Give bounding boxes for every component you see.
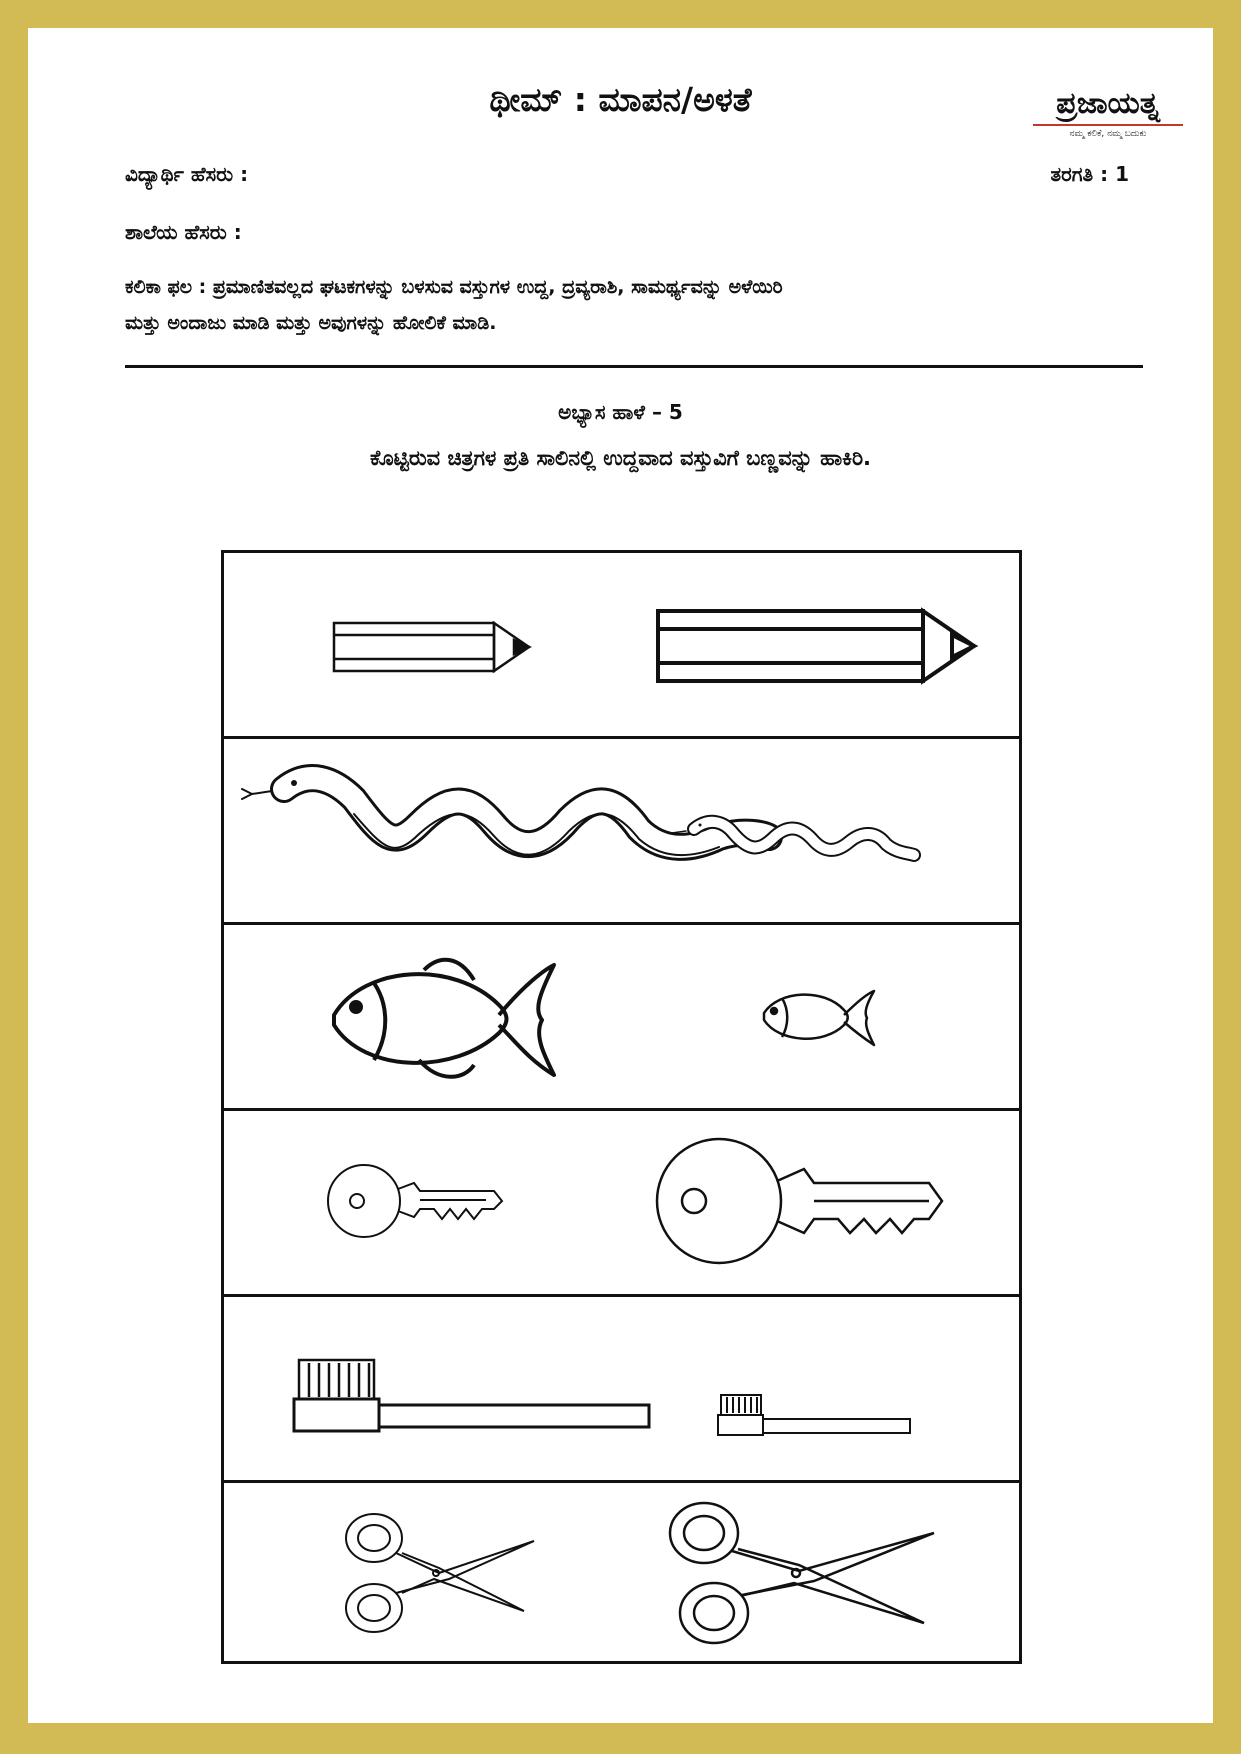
long-snake[interactable] [242, 778, 769, 855]
short-key[interactable] [328, 1165, 502, 1237]
learning-outcome-line-2: ಮತ್ತು ಅಂದಾಜು ಮಾಡಿ ಮತ್ತು ಅವುಗಳನ್ನು ಹೋಲಿಕೆ ಮಾಡಿ. [125, 312, 497, 334]
short-toothbrush[interactable] [718, 1395, 910, 1435]
logo [1033, 86, 1183, 139]
toothbrush-pair [224, 1297, 1019, 1483]
logo-underline [1033, 124, 1183, 126]
divider [125, 365, 1143, 368]
row-scissors [224, 1483, 1019, 1669]
logo-tagline: ನಮ್ಮ ಕಲಿಕೆ, ನಮ್ಮ ಬದುಕು [1069, 129, 1147, 139]
short-pencil[interactable] [334, 623, 529, 671]
class-label: ತರಗತಿ : 1 [1050, 162, 1129, 186]
long-fish[interactable] [334, 960, 554, 1077]
row-pencils [224, 553, 1019, 739]
comparison-grid [221, 550, 1022, 1664]
logo-text: ಪ್ರಜಾಯತ್ನ [1056, 86, 1160, 121]
short-fish[interactable] [764, 991, 874, 1045]
key-pair [224, 1111, 1019, 1297]
worksheet-page [28, 28, 1213, 1723]
learning-outcome-line-1: ಕಲಿಕಾ ಫಲ : ಪ್ರಮಾಣಿತವಲ್ಲದ ಘಟಕಗಳನ್ನು ಬಳಸುವ ವಸ್ತುಗಳ ಉದ್ದ, ದ್ರವ್ಯರಾಶಿ, ಸಾಮರ್ಥ್ಯವನ್ನು ಅಳೆಯಿರಿ [125, 276, 783, 298]
student-name-label: ವಿದ್ಯಾರ್ಥಿ ಹೆಸರು : [125, 162, 249, 186]
short-scissors[interactable] [346, 1514, 534, 1632]
row-toothbrushes [224, 1297, 1019, 1483]
long-pencil[interactable] [658, 611, 974, 681]
row-snakes [224, 739, 1019, 925]
fish-pair [224, 925, 1019, 1111]
worksheet-label: ಅಭ್ಯಾಸ ಹಾಳೆ – 5 [558, 400, 683, 424]
scissors-pair [224, 1483, 1019, 1669]
snake-pair [224, 739, 1019, 925]
row-fish [224, 925, 1019, 1111]
pencil-pair [224, 553, 1019, 739]
row-keys [224, 1111, 1019, 1297]
school-name-label: ಶಾಲೆಯ ಹೆಸರು : [125, 220, 242, 244]
long-key[interactable] [657, 1139, 942, 1263]
long-scissors[interactable] [670, 1503, 934, 1643]
long-toothbrush[interactable] [294, 1360, 649, 1431]
worksheet-instruction: ಕೊಟ್ಟಿರುವ ಚಿತ್ರಗಳ ಪ್ರತಿ ಸಾಲಿನಲ್ಲಿ ಉದ್ದವಾದ ವಸ್ತುವಿಗೆ ಬಣ್ಣವನ್ನು ಹಾಕಿರಿ. [369, 446, 872, 470]
page-title: ಥೀಮ್ : ಮಾಪನ/ಅಳತೆ [489, 80, 752, 119]
